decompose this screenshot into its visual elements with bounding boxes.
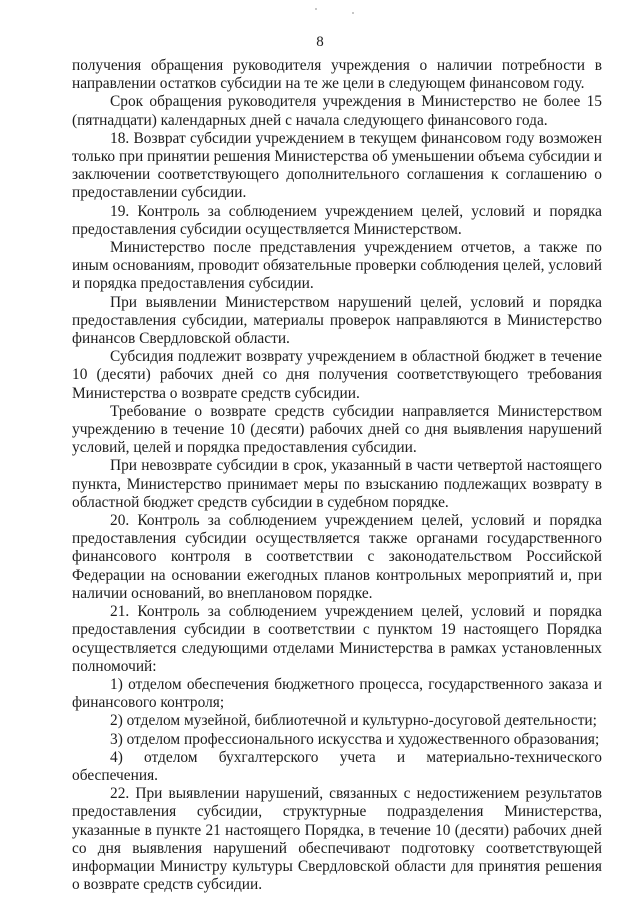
paragraph-refund-request: Требование о возврате средств субсидии направляется Министерством учреждению в течение 10 (десяти) рабочих дней со дня выявления нарушений условий, целей и порядка предоставления субсидии.	[72, 402, 602, 457]
paragraph-refund: Субсидия подлежит возврату учреждением в областной бюджет в течение 10 (десяти) рабочих дней со дня получения соответствующего требования Министерства о возврате средств субсидии.	[72, 348, 602, 402]
list-item-budget-department: 1) отделом обеспечения бюджетного процесса, государственного заказа и финансового контроля;	[72, 675, 602, 712]
paragraph-clause-18: 18. Возврат субсидии учреждением в текущем финансовом году возможен только при принятии решения Министерства об уменьшении объема субсидии и заключении соответствующего дополнительного соглашения к соглашению о предоставлении субсидии.	[72, 129, 602, 202]
paragraph-court-recovery: При невозврате субсидии в срок, указанный в части четвертой настоящего пункта, Министерство принимает меры по взысканию подлежащих возврату в областной бюджет средств субсидии в судебном порядке.	[72, 457, 602, 511]
paragraph-continuation: получения обращения руководителя учреждения о наличии потребности в направлении остатков субсидии на те же цели в следующем финансовом году.	[72, 57, 602, 93]
paragraph-deadline: Срок обращения руководителя учреждения в Министерство не более 15 (пятнадцати) календарных дней с начала следующего финансового года.	[72, 93, 602, 129]
scan-speck	[352, 12, 354, 14]
paragraph-clause-22: 22. При выявлении нарушений, связанных с недостижением результатов предоставления субсидии, структурные подразделения Министерства, указанные в пункте 21 настоящего Порядка, в течение 10 (десяти) рабочих дней со дня выявления нарушений обеспечивают подготовку соответствующей информации Министру культуры Свердловской области для принятия решения о возврате средств субсидии.	[72, 785, 602, 894]
scan-speck	[315, 8, 317, 10]
paragraph-violations: При выявлении Министерством нарушений целей, условий и порядка предоставления субсидии, материалы проверок направляются в Министерство финансов Свердловской области.	[72, 293, 602, 348]
paragraph-clause-21: 21. Контроль за соблюдением учреждением целей, условий и порядка предоставления субсидии в соответствии с пунктом 19 настоящего Порядка осуществляется следующими отделами Министерства в рамках установленных полномочий:	[72, 603, 602, 675]
list-item-accounting-department: 4) отделом бухгалтерского учета и материально-технического обеспечения.	[72, 748, 602, 784]
list-item-arts-department: 3) отделом профессионального искусства и художественного образования;	[110, 730, 600, 748]
paragraph-inspections: Министерство после представления учреждением отчетов, а также по иным основаниям, проводит обязательные проверки соблюдения целей, условий и порядка предоставления субсидии.	[72, 239, 602, 293]
paragraph-clause-19: 19. Контроль за соблюдением учреждением целей, условий и порядка предоставления субсидии осуществляется Министерством.	[72, 202, 602, 238]
page-number: 8	[316, 34, 324, 50]
paragraph-clause-20: 20. Контроль за соблюдением учреждением целей, условий и порядка предоставления субсидии осуществляется также органами государственного финансового контроля в соответствии с законодательством Российской Федерации на основании ежегодных планов контрольных мероприятий и, при наличии оснований, во внеплановом порядке.	[72, 512, 602, 602]
document-body	[72, 57, 602, 894]
list-item-museum-department: 2) отделом музейной, библиотечной и культурно-досуговой деятельности;	[110, 712, 597, 730]
